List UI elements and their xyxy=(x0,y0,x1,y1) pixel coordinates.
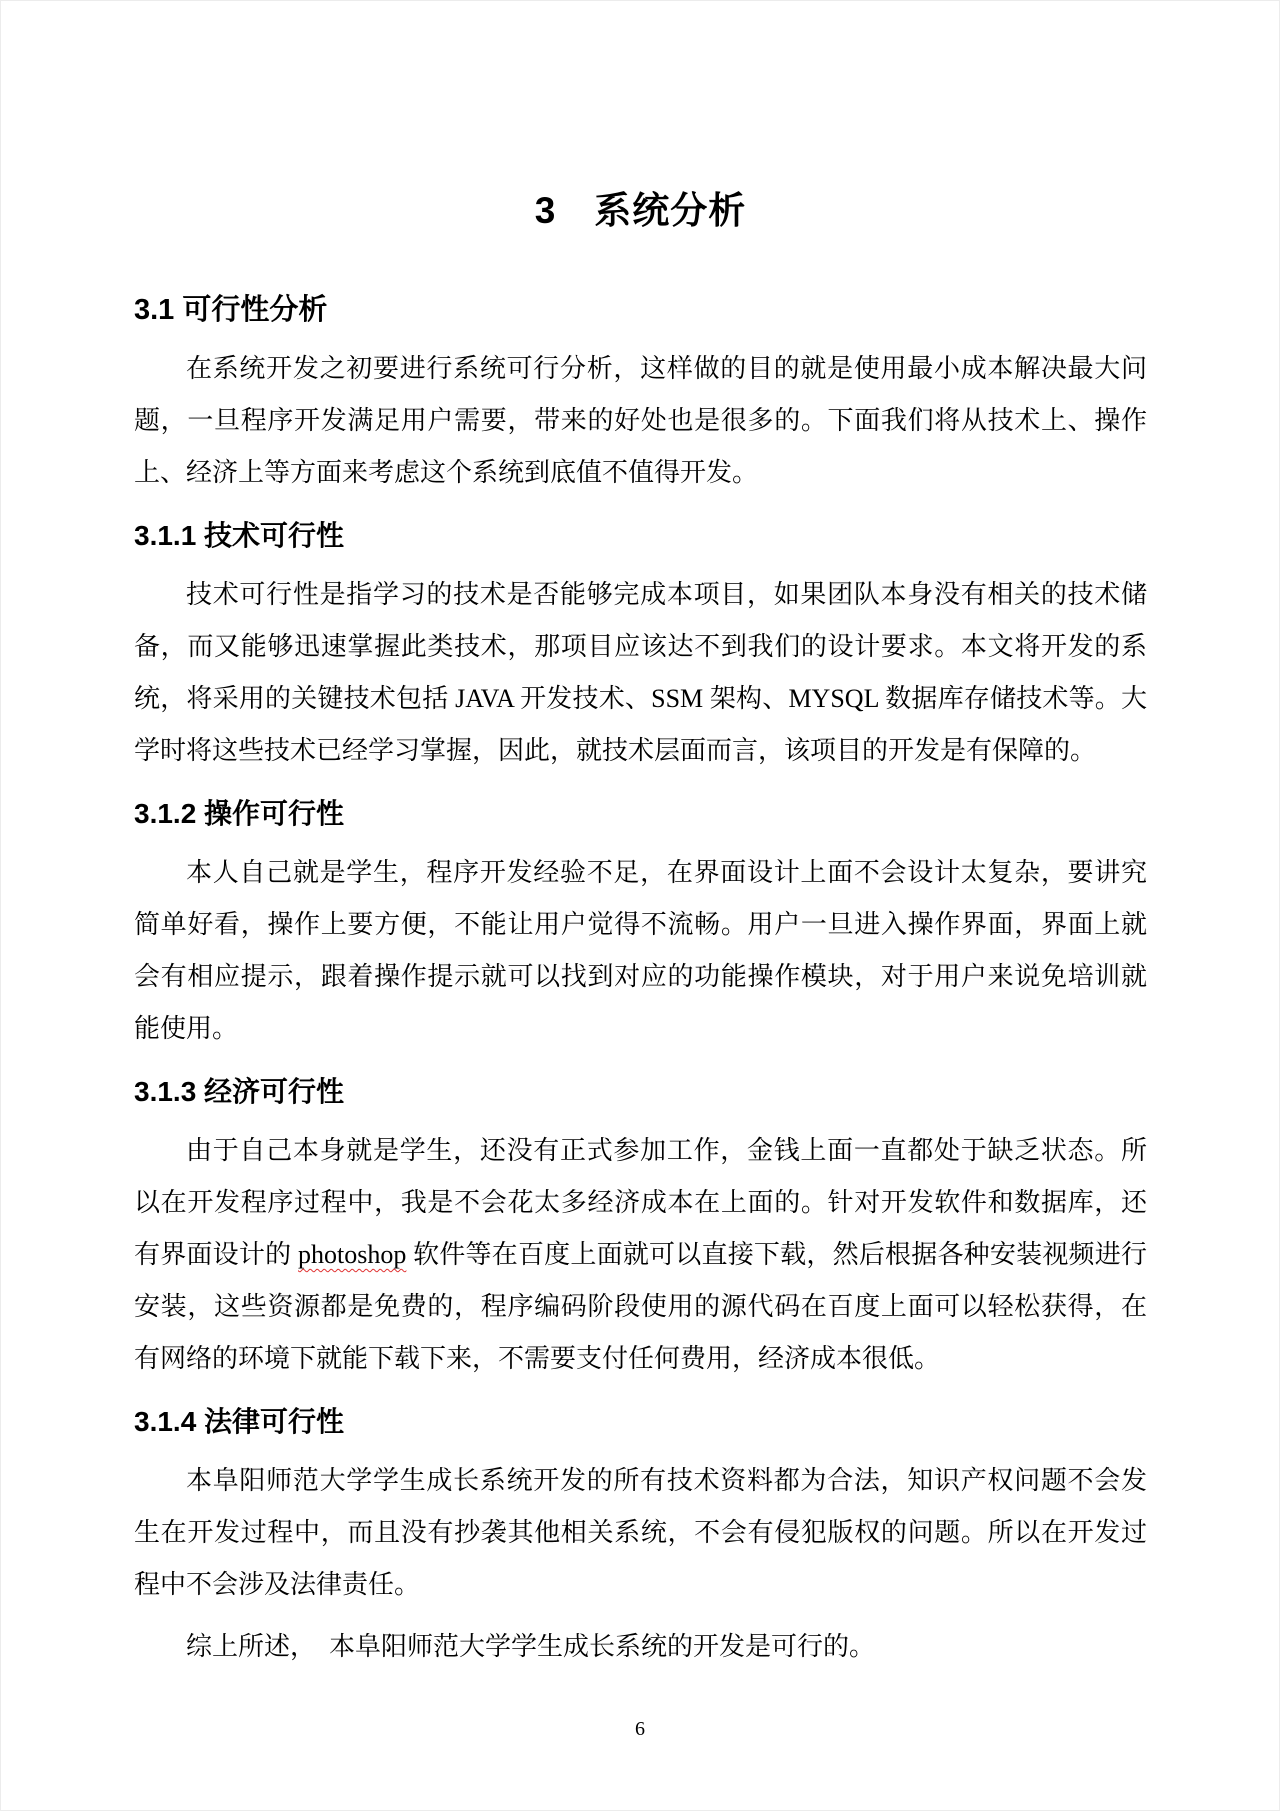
section-heading-feasibility: 3.1 可行性分析 xyxy=(134,294,328,326)
paragraph-operational: 本人自己就是学生，程序开发经验不足，在界面设计上面不会设计太复杂，要讲究简单好看，操作上要方便，不能让用户觉得不流畅。用户一旦进入操作界面，界面上就会有相应提示，跟着操作提示就可以找到对应的功能操作模块，对于用户来说免培训就能使用。 xyxy=(134,858,1147,1043)
section-heading-operational: 3.1.2 操作可行性 xyxy=(134,798,345,829)
section-heading-technical: 3.1.1 技术可行性 xyxy=(134,520,345,551)
section-heading-economic: 3.1.3 经济可行性 xyxy=(134,1076,345,1107)
paragraph-economic-text-after: 软件等在百度上面就可以直接下载，然后根据各种安装视频进行安装，这些资源都是免费的，程序编码阶段使用的源代码在百度上面可以轻松获得，在有网络的环境下就能下载下来，不需要支付任何费用，经济成本很低。 xyxy=(134,1240,1147,1373)
paragraph-economic-text-before: 由于自己本身就是学生，还没有正式参加工作，金钱上面一直都处于缺乏状态。所以在开发程序过程中，我是不会花太多经济成本在上面的。针对开发软件和数据库，还有界面设计的 xyxy=(134,1136,1147,1269)
paragraph-technical: 技术可行性是指学习的技术是否能够完成本项目，如果团队本身没有相关的技术储备，而又能够迅速掌握此类技术，那项目应该达不到我们的设计要求。本文将开发的系统，将采用的关键技术包括 JAVA 开发技术、SSM 架构、MYSQL 数据库存储技术等。大学时将这些技术已经学习掌握，因此，就技术层面而言，该项目的开发是有保障的。 xyxy=(134,580,1147,765)
spellcheck-flagged-word: photoshop xyxy=(298,1240,407,1269)
chapter-title: 3 系统分析 xyxy=(534,190,747,231)
page-content xyxy=(1,1,1279,1673)
paragraph-feasibility: 在系统开发之初要进行系统可行分析，这样做的目的就是使用最小成本解决最大问题，一旦程序开发满足用户需要，带来的好处也是很多的。下面我们将从技术上、操作上、经济上等方面来考虑这个系统到底值不值得开发。 xyxy=(134,354,1147,487)
page-number: 6 xyxy=(635,1718,645,1740)
section-heading-legal: 3.1.4 法律可行性 xyxy=(134,1406,345,1437)
paragraph-conclusion: 综上所述， 本阜阳师范大学学生成长系统的开发是可行的。 xyxy=(186,1632,876,1661)
paragraph-economic xyxy=(134,1125,1147,1385)
paragraph-legal: 本阜阳师范大学学生成长系统开发的所有技术资料都为合法，知识产权问题不会发生在开发过程中，而且没有抄袭其他相关系统，不会有侵犯版权的问题。所以在开发过程中不会涉及法律责任。 xyxy=(134,1466,1147,1599)
